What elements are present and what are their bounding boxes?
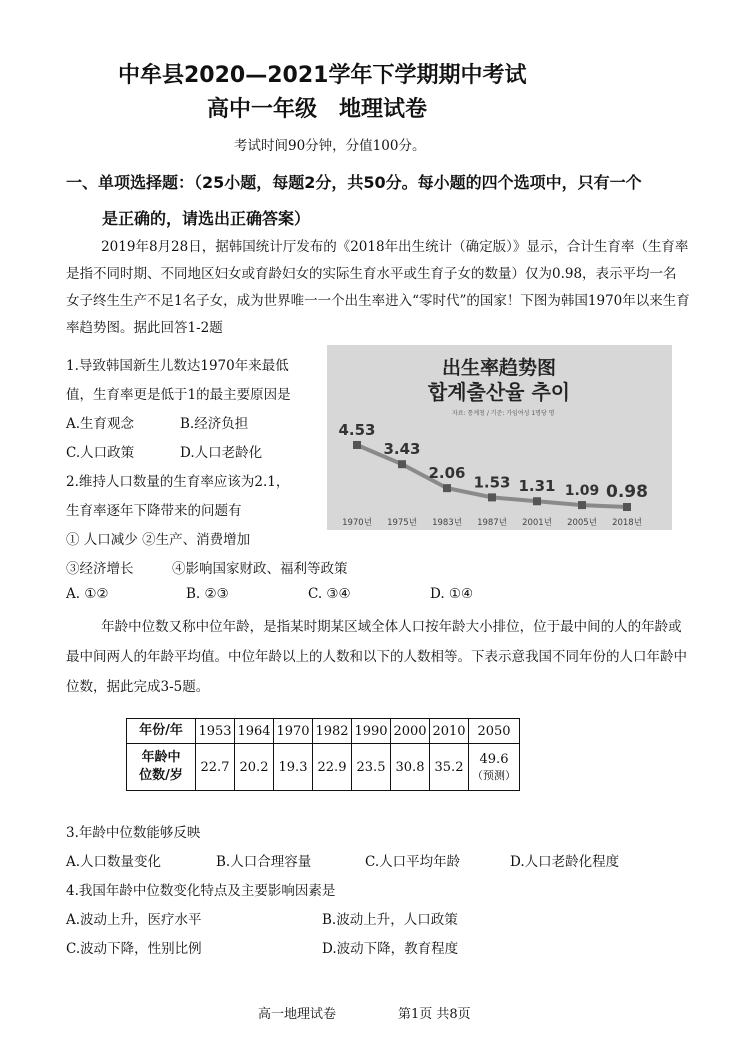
predicted-value: 49.6 xyxy=(479,751,509,767)
table-cell: 22.7 xyxy=(196,744,235,791)
table-cell: 23.5 xyxy=(352,744,391,791)
q4-option-b: B.波动上升，人口政策 xyxy=(322,912,458,928)
passage-2: 年龄中位数又称中位年龄，是指某时期某区域全体人口按年龄大小排位，位于最中间的人的年龄或最中间两人的年龄平均值。中位年龄以上的人数和以下的人数相等。下表示意我国不同年份的人口年龄中位数，据此完成3-5题。 xyxy=(66,619,687,695)
data-label: 0.98 xyxy=(606,482,648,502)
q2-item-4: ④影响国家财政、福利等政策 xyxy=(172,561,348,577)
table-cell: 19.3 xyxy=(274,744,313,791)
q3-stem: 3.年龄中位数能够反映 xyxy=(66,825,201,841)
data-point xyxy=(443,484,451,492)
q4-option-a: A.波动上升，医疗水平 xyxy=(66,912,202,928)
data-point xyxy=(578,501,586,509)
table-year: 1953 xyxy=(196,719,235,744)
exam-title: 中牟县2020—2021学年下学期期中考试 xyxy=(118,63,527,88)
table-cell: 30.8 xyxy=(391,744,430,791)
footer-page-number: 第1页 共8页 xyxy=(398,1007,471,1022)
q2-item-3: ③经济增长 xyxy=(66,561,134,577)
data-point xyxy=(398,460,406,468)
q3-option-c: C.人口平均年龄 xyxy=(365,854,461,870)
x-tick-label: 1987년 xyxy=(477,518,507,528)
passage-1: 2019年8月28日，据韩国统计厅发布的《2018年出生统计（确定版）》显示，合计生育率（生育率是指不同时期、不同地区妇女或育龄妇女的实际生育水平或生育子女的数量）仅为0.98，表示平均一名女子终生生产不足1名子女，成为世界唯一一个出生率进入“零时代”的国家！下图为韩国1970年以来生育率趋势图。据此回答1-2题 xyxy=(66,239,690,336)
x-tick-label: 2001년 xyxy=(522,518,552,528)
q4-stem: 4.我国年龄中位数变化特点及主要影响因素是 xyxy=(66,883,336,899)
table-year: 2050 xyxy=(469,719,520,744)
q3-option-a: A.人口数量变化 xyxy=(66,854,162,870)
q1-option-d: D.人口老龄化 xyxy=(180,445,263,461)
data-label: 1.53 xyxy=(473,473,511,492)
predicted-note: （预测） xyxy=(472,768,516,782)
table-header-label: 年份/年 xyxy=(127,719,196,744)
x-tick-label: 1970년 xyxy=(342,518,372,528)
q1-stem-line2: 值，生育率更是低于1的最主要原因是 xyxy=(66,387,291,403)
data-point xyxy=(488,493,496,501)
table-year: 1970 xyxy=(274,719,313,744)
age-median-table xyxy=(126,718,520,791)
q1-option-b: B.经济负担 xyxy=(180,416,249,432)
q3-option-d: D.人口老龄化程度 xyxy=(510,854,620,870)
q2-item-1-2: ① 人口减少 ②生产、消费增加 xyxy=(66,532,251,548)
x-tick-label: 1975년 xyxy=(387,518,417,528)
q2-option-c: C. ③④ xyxy=(308,586,351,602)
table-year: 2000 xyxy=(391,719,430,744)
chart-source: 자료: 통계청 / 기준: 가임여성 1명당 명 xyxy=(452,410,555,417)
grade-label: 高中一年级 xyxy=(207,97,318,122)
q1-option-c: C.人口政策 xyxy=(66,445,135,461)
data-label: 4.53 xyxy=(338,421,376,439)
table-row xyxy=(127,719,520,744)
table-cell: 20.2 xyxy=(235,744,274,791)
exam-info: 考试时间90分钟，分值100分。 xyxy=(234,138,426,154)
table-year: 1964 xyxy=(235,719,274,744)
x-tick-label: 2005년 xyxy=(567,518,597,528)
q2-stem-line2: 生育率逐年下降带来的问题有 xyxy=(66,503,242,519)
q4-option-d: D.波动下降，教育程度 xyxy=(322,941,459,957)
q3-option-b: B.人口合理容量 xyxy=(216,854,312,870)
q1-stem-line1: 1.导致韩国新生儿数达1970年来最低 xyxy=(66,358,289,374)
exam-subtitle xyxy=(207,92,427,123)
section-heading-cont: 是正确的，请选出正确答案） xyxy=(102,209,311,228)
x-tick-label: 2018년 xyxy=(612,518,642,528)
chart-title: 出生率趋势图 xyxy=(441,357,557,379)
q4-option-c: C.波动下降，性别比例 xyxy=(66,941,202,957)
data-label: 3.43 xyxy=(383,440,421,459)
q2-option-d: D. ①④ xyxy=(430,586,474,602)
x-tick-label: 1983년 xyxy=(432,518,462,528)
data-label: 1.31 xyxy=(518,477,556,496)
q2-stem-line1: 2.维持人口数量的生育率应该为2.1， xyxy=(66,474,290,490)
q2-option-a: A. ①② xyxy=(66,586,109,602)
data-label: 1.09 xyxy=(564,483,600,500)
birth-rate-chart xyxy=(327,345,672,530)
section-heading: 一、单项选择题：（25小题，每题2分，共50分。每小题的四个选项中，只有一个 xyxy=(66,173,642,192)
subject-label: 地理试卷 xyxy=(339,97,428,122)
table-row-label xyxy=(127,744,196,791)
table-cell: 22.9 xyxy=(313,744,352,791)
chart-subtitle: 합계출산율 추이 xyxy=(427,380,571,404)
table-row xyxy=(127,744,520,791)
table-year: 2010 xyxy=(430,719,469,744)
data-point xyxy=(533,497,541,505)
birth-rate-chart-svg xyxy=(327,345,672,530)
row-label-line1: 年龄中 xyxy=(141,750,181,765)
table-cell: 35.2 xyxy=(430,744,469,791)
table-year: 1982 xyxy=(313,719,352,744)
q2-option-b: B. ②③ xyxy=(186,586,229,602)
row-label-line2: 位数/岁 xyxy=(139,768,183,783)
q1-option-a: A.生育观念 xyxy=(66,416,135,432)
table-cell-predicted xyxy=(469,744,520,791)
data-point xyxy=(623,503,631,511)
data-label: 2.06 xyxy=(428,464,466,483)
footer-subject: 高一地理试卷 xyxy=(258,1007,337,1022)
table-year: 1990 xyxy=(352,719,391,744)
data-point xyxy=(353,441,361,449)
